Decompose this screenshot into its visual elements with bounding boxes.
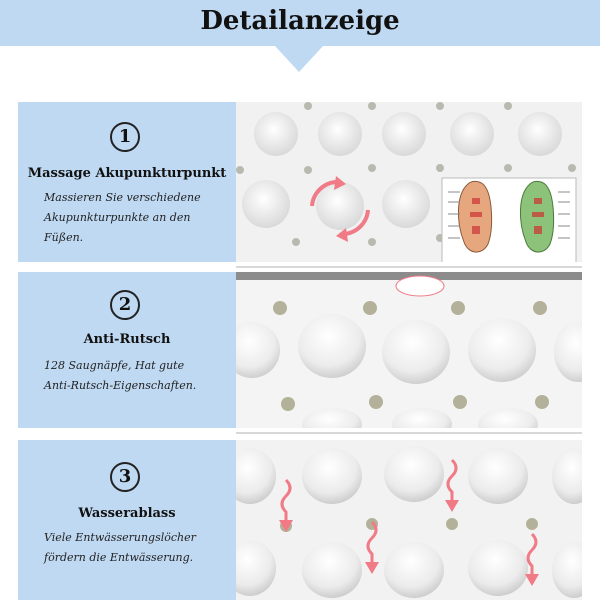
page-title: Detailanzeige	[200, 6, 400, 36]
section-number-2: 2	[110, 290, 140, 320]
section-number-3: 3	[110, 462, 140, 492]
description-line: Anti-Rutsch-Eigenschaften.	[44, 379, 197, 392]
section-description-massage	[44, 188, 234, 248]
section-title-anti-slip: Anti-Rutsch	[83, 332, 171, 347]
section-title-drainage: Wasserablass	[78, 506, 176, 521]
description-line: fördern die Entwässerung.	[44, 551, 194, 564]
suction-cup	[396, 276, 444, 296]
description-line: Massieren Sie verschiedene	[44, 191, 201, 204]
foot-reflexology-chart	[442, 178, 576, 262]
arrow-head-icon	[336, 228, 348, 242]
drain-holes	[280, 518, 538, 532]
description-line: 128 Saugnäpfe, Hat gute	[44, 359, 185, 372]
section-divider	[236, 432, 582, 434]
section-description-anti-slip	[44, 356, 234, 396]
section-description-drainage	[44, 528, 234, 568]
section-panel-anti-slip	[18, 272, 236, 428]
drainage-holes-photo	[236, 440, 582, 600]
massage-nub-row	[254, 112, 562, 156]
suction-cups-illustration	[236, 272, 582, 428]
suction-cups-photo	[236, 272, 582, 428]
section-panel-massage	[18, 102, 236, 262]
drainage-illustration	[236, 440, 582, 600]
section-number-1: 1	[110, 122, 140, 152]
description-line: Füßen.	[44, 231, 84, 244]
section-title-massage: Massage Akupunkturpunkt	[27, 166, 227, 181]
massage-nubs-illustration	[236, 102, 582, 262]
section-panel-drainage	[18, 440, 236, 600]
description-line: Viele Entwässerungslöcher	[44, 531, 196, 544]
section-divider	[236, 266, 582, 268]
description-line: Akupunkturpunkte an den	[44, 211, 191, 224]
header-pointer	[275, 46, 323, 72]
massage-nubs-photo	[236, 102, 582, 262]
